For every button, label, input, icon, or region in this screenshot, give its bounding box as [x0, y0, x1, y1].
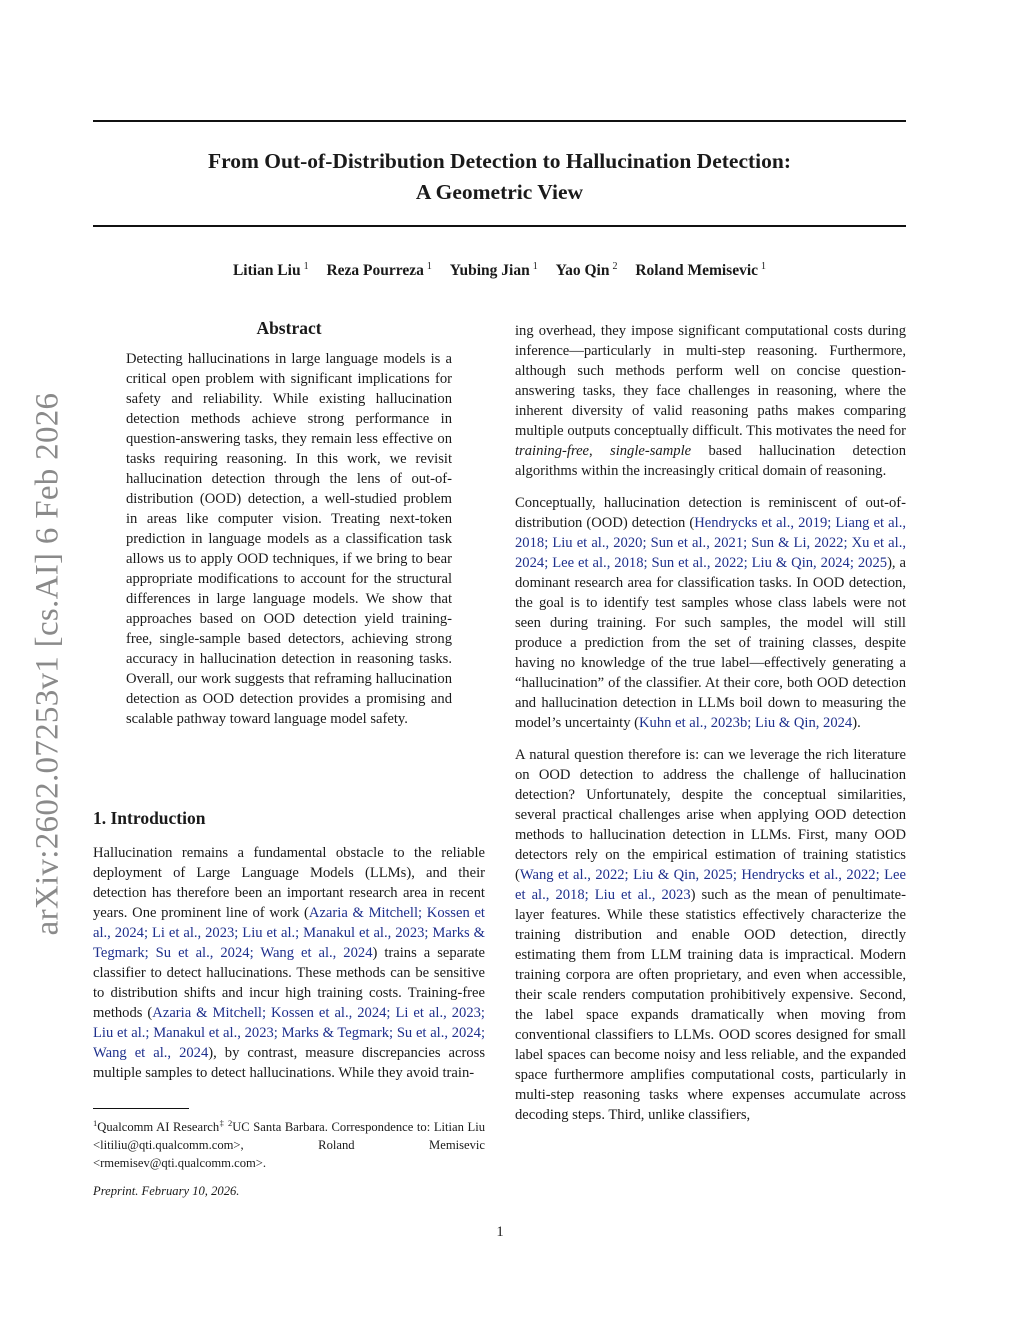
title-top-rule — [93, 120, 906, 122]
title-line-1: From Out-of-Distribution Detection to Hallucination Detection: — [207, 149, 791, 173]
citation-link[interactable]: Azaria & Mitchell; Kossen et al., 2024; Li et al., 2023; Liu et al.; Manakul et al., 2023; Marks & Tegmark; Su et al., 2024; Wang et al., 2024 — [93, 905, 485, 961]
footnote-rule — [93, 1108, 189, 1109]
citation-link[interactable]: Wang et al., 2022; Liu & Qin, 2025; Hendrycks et al., 2022; Lee et al., 2018; Liu et al., 2023 — [515, 867, 906, 903]
citation-link[interactable]: Azaria & Mitchell; Kossen et al., 2024; Li et al., 2023; Liu et al.; Manakul et al., 2023; Marks & Tegmark; Su et al., 2024; Wang et al., 2024 — [93, 1005, 485, 1061]
title-bottom-rule — [93, 225, 906, 227]
author-list — [93, 261, 906, 280]
title-line-2: A Geometric View — [415, 180, 584, 204]
author: Yao Qin $^2$ — [555, 261, 618, 279]
page-number: 1 — [496, 1224, 504, 1240]
paper-title — [93, 146, 906, 208]
abstract-heading: Abstract — [256, 318, 322, 338]
author: Yubing Jian $^1$ — [449, 261, 538, 279]
citation-link[interactable]: Hendrycks et al., 2019; Liang et al., 2018; Liu et al., 2020; Sun et al., 2021; Sun & Li, 2022; Xu et al., 2024; Lee et al., 2018; Sun et al., 2022; Liu & Qin, 2024; 2025 — [515, 515, 906, 571]
right-paragraph-2: A natural question therefore is: can we leverage the rich literature on OOD detection to address the challenge of hallucination detection? Unfortunately, despite the conceptual similarities, several practical challenges arise when applying OOD detection methods to hallucination detection in LLMs. First, many OOD detectors rely on the empirical estimation of training statistics (Wang et al., 2022; Liu & Qin, 2025; Hendrycks et al., 2022; Lee et al., 2018; Liu et al., 2023) such as the mean of penultimate-layer features. While these statistics effectively characterize the training distribution and enable OOD detection, directly estimating them from LLM training data is impractical. Modern training corpora are often proprietary, and even when accessible, their scale renders computation prohibitively expensive. Second, the label space expands dramatically when moving from conventional classifiers to LLMs. OOD scores designed for small label spaces can become noisy and less reliable, and the expanded space furthermore amplifies computational costs, particularly in multi-step reasoning tasks where expenses accumulate across decoding steps. Third, unlike classifiers, — [515, 747, 906, 1123]
abstract-text: Detecting hallucinations in large language models is a critical open problem with significant implications for safety and reliability. While existing hallucination detection methods achieve strong performance in question-answering tasks, they remain less effective on tasks requiring reasoning. In this work, we revisit hallucination detection through the lens of out-of-distribution (OOD) detection, a well-studied problem in areas like computer vision. Treating next-token prediction in language models as a classification task allows us to apply OOD techniques, if we bring to bear appropriate modifications to account for the structural differences in large language models. We show that approaches based on OOD detection yield training-free, single-sample based detectors, achieving strong accuracy in hallucination detection in reasoning tasks. Overall, our work suggests that reframing hallucination detection as OOD detection provides a promising and scalable pathway toward language model safety. — [126, 351, 452, 727]
citation-link[interactable]: Kuhn et al., 2023b; Liu & Qin, 2024 — [639, 715, 853, 731]
author: Roland Memisevic $^1$ — [635, 261, 767, 279]
right-paragraph-0: ing overhead, they impose significant computational costs during inference—particularly in multi-step reasoning. Furthermore, although such methods perform well on concise question-answering tasks, they face challenges in reasoning, where the inherent diversity of valid reasoning paths makes comparing multiple outputs conceptually difficult. This motivates the need for training-free, single-sample based hallucination detection algorithms within the increasingly critical domain of reasoning. — [515, 323, 906, 479]
section-heading-introduction: 1. Introduction — [93, 808, 206, 828]
right-paragraph-1: Conceptually, hallucination detection is reminiscent of out-of-distribution (OOD) detection (Hendrycks et al., 2019; Liang et al., 2018; Liu et al., 2020; Sun et al., 2021; Sun & Li, 2022; Xu et al., 2024; Lee et al., 2018; Sun et al., 2022; Liu & Qin, 2024; 2025), a dominant research area for classification tasks. In OOD detection, the goal is to identify test samples whose class labels were not seen during training. For such samples, the model will still produce a prediction from the set of training classes, despite having no knowledge of the true label—effectively generating a “hallucination” of the classifier. At their core, both OOD detection and hallucination detection in LLMs boil down to measuring the model’s uncertainty (Kuhn et al., 2023b; Liu & Qin, 2024). — [515, 495, 907, 731]
preprint-note: Preprint. February 10, 2026. — [93, 1184, 240, 1198]
author: Reza Pourreza $^1$ — [326, 261, 432, 279]
introduction-left-column — [93, 843, 485, 1095]
affiliation-footnote: $^1$Qualcomm AI Research‡ $^2$UC Santa Barbara. Correspondence to: Litian Liu <litiliu@qti.qualcomm.com>, Roland Memisevic <rmemisev@qti.qualcomm.com>. — [93, 1118, 486, 1171]
intro-paragraph-1: Hallucination remains a fundamental obstacle to the reliable deployment of Large Language Models (LLMs), and their detection has therefore been an important research area in recent years. One prominent line of work (Azaria & Mitchell; Kossen et al., 2024; Li et al., 2023; Liu et al.; Manakul et al., 2023; Marks & Tegmark; Su et al., 2024; Wang et al., 2024) trains a separate classifier to detect hallucinations. These methods can be sensitive to distribution shifts and incur high training costs. Training-free methods (Azaria & Mitchell; Kossen et al., 2024; Li et al., 2023; Liu et al.; Manakul et al., 2023; Marks & Tegmark; Su et al., 2024; Wang et al., 2024), by contrast, measure discrepancies across multiple samples to detect hallucinations. While they avoid train- — [93, 845, 486, 1081]
author: Litian Liu $^1$ — [232, 261, 309, 279]
abstract-body — [126, 349, 452, 741]
right-column — [515, 321, 906, 1137]
arxiv-identifier: arXiv:2602.07253v1 [cs.AI] 6 Feb 2026 — [29, 392, 66, 936]
